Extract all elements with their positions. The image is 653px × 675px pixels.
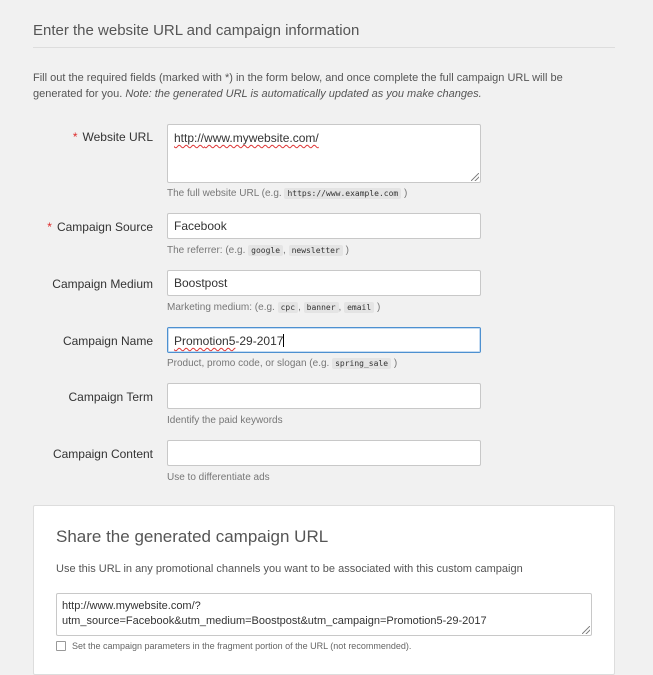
campaign-source-help: The referrer: (e.g. google , newsletter ) [167, 245, 349, 256]
campaign-name-field[interactable] [167, 327, 481, 353]
campaign-content-field[interactable] [167, 440, 481, 466]
resize-grip-icon[interactable] [471, 173, 479, 181]
campaign-source-field[interactable]: Facebook [167, 213, 481, 239]
website-url-field[interactable] [167, 124, 481, 183]
resize-grip-icon[interactable] [582, 626, 590, 634]
campaign-term-label: Campaign Term [68, 390, 153, 404]
intro-note: Note: the generated URL is automatically updated as you make changes. [125, 88, 482, 100]
fragment-option[interactable] [56, 641, 411, 651]
campaign-term-field[interactable] [167, 383, 481, 409]
generated-url-field[interactable] [56, 593, 592, 636]
campaign-name-label: Campaign Name [62, 334, 153, 348]
campaign-medium-help: Marketing medium: (e.g. cpc , banner , email ) [167, 302, 381, 313]
help-code: spring_sale [332, 358, 391, 369]
campaign-medium-label: Campaign Medium [52, 277, 153, 291]
help-code: https://www.example.com [284, 188, 401, 199]
required-mark: * [47, 220, 52, 234]
campaign-name-help: Product, promo code, or slogan (e.g. spring_sale ) [167, 358, 398, 369]
section-title: Enter the website URL and campaign information [33, 22, 360, 39]
divider [33, 47, 615, 48]
fragment-checkbox-label[interactable]: Set the campaign parameters in the fragment portion of the URL (not recommended). [72, 641, 412, 651]
campaign-medium-field[interactable]: Boostpost [167, 270, 481, 296]
help-code: cpc [278, 302, 298, 313]
required-mark: * [72, 130, 78, 144]
website-url-help: The full website URL (e.g. https://www.example.com ) [167, 188, 408, 199]
campaign-content-label: Campaign Content [52, 447, 153, 461]
text-caret [283, 334, 284, 347]
help-code: banner [304, 302, 339, 313]
campaign-content-help: Use to differentiate ads [167, 472, 270, 483]
intro-main: Fill out the required fields (marked with *) in the form below, and once complete the full campaign URL will be generated for you. [33, 72, 563, 100]
campaign-name-word: Promotion5 [174, 334, 236, 348]
campaign-source-label: * Campaign Source [47, 220, 153, 234]
generated-url-line2: utm_source=Facebook&utm_medium=Boostpost&utm_campaign=Promotion5-29-2017 [62, 615, 487, 627]
share-description: Use this URL in any promotional channels you want to be associated with this custom campaign [56, 563, 523, 575]
website-url-prefix: http:// [174, 131, 205, 145]
help-code: google [248, 245, 283, 256]
generated-url-line1: http://www.mywebsite.com/? [62, 600, 201, 612]
website-url-label: * Website URL [72, 130, 153, 144]
help-code: email [344, 302, 374, 313]
website-url-rest: www.mywebsite.com/ [204, 131, 319, 145]
help-code: newsletter [289, 245, 343, 256]
intro-text [33, 70, 615, 102]
fragment-checkbox[interactable] [56, 641, 66, 651]
share-title: Share the generated campaign URL [56, 527, 329, 546]
campaign-term-help: Identify the paid keywords [167, 415, 283, 426]
campaign-name-rest: -29-2017 [235, 334, 284, 348]
